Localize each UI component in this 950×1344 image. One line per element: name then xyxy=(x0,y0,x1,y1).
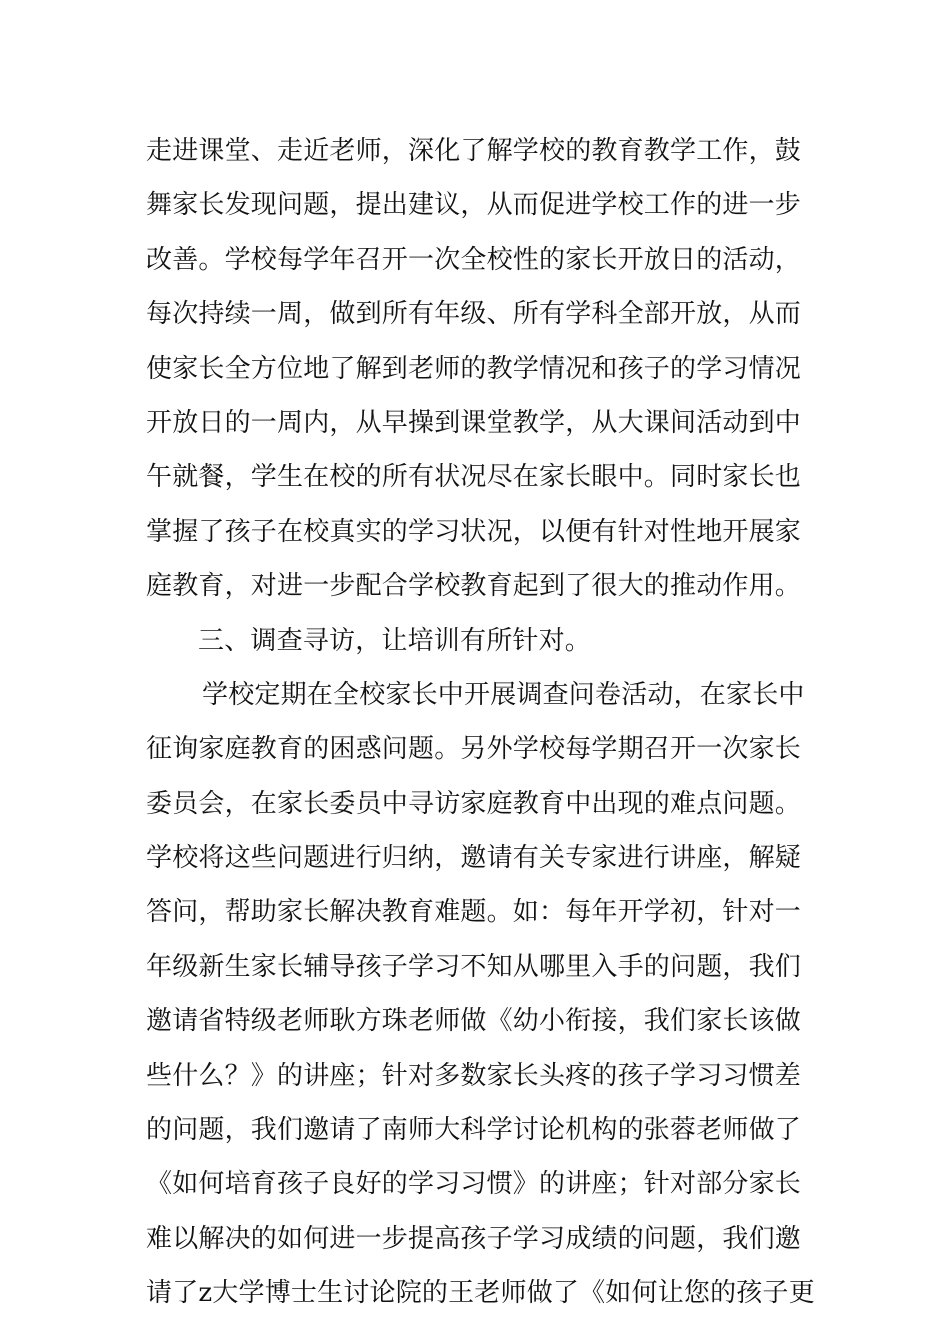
text-line: 改善。学校每学年召开一次全校性的家长开放日的活动， xyxy=(146,244,802,275)
text-line: 《如何培育孩子良好的学习习惯》的讲座；针对部分家长 xyxy=(146,1169,802,1200)
text-line: 难以解决的如何进一步提高孩子学习成绩的问题，我们邀 xyxy=(146,1223,802,1254)
paragraph-first-line: 学校定期在全校家长中开展调查问卷活动，在家长中 xyxy=(202,679,805,710)
text-line: 答问，帮助家长解决教育难题。如：每年开学初，针对一 xyxy=(146,897,802,928)
text-line: 午就餐，学生在校的所有状况尽在家长眼中。同时家长也 xyxy=(146,462,802,493)
text-line: 的问题，我们邀请了南师大科学讨论机构的张蓉老师做了 xyxy=(146,1115,802,1146)
text-line: 委员会，在家长委员中寻访家庭教育中出现的难点问题。 xyxy=(146,788,802,819)
document-body xyxy=(146,124,826,1321)
text-line: 走进课堂、走近老师，深化了解学校的教育教学工作，鼓 xyxy=(146,136,802,166)
section-heading: 三、调查寻访，让培训有所针对。 xyxy=(198,625,592,656)
text-line: 请了z大学博士生讨论院的王老师做了《如何让您的孩子更 xyxy=(146,1278,815,1309)
text-line: 舞家长发现问题，提出建议，从而促进学校工作的进一步 xyxy=(146,190,802,221)
text-line: 征询家庭教育的困惑问题。另外学校每学期召开一次家长 xyxy=(146,734,802,765)
text-line: 开放日的一周内，从早操到课堂教学，从大课间活动到中 xyxy=(146,407,802,438)
text-line: 使家长全方位地了解到老师的教学情况和孩子的学习情况 xyxy=(146,353,802,384)
text-line: 年级新生家长辅导孩子学习不知从哪里入手的问题，我们 xyxy=(146,951,802,982)
text-line: 庭教育，对进一步配合学校教育起到了很大的推动作用。 xyxy=(146,571,802,602)
text-line: 些什么？》的讲座；针对多数家长头疼的孩子学习习惯差 xyxy=(146,1060,802,1091)
text-line: 学校将这些问题进行归纳，邀请有关专家进行讲座，解疑 xyxy=(146,843,802,874)
text-line: 掌握了孩子在校真实的学习状况，以便有针对性地开展家 xyxy=(146,516,802,547)
text-line: 邀请省特级老师耿方珠老师做《幼小衔接，我们家长该做 xyxy=(146,1006,802,1037)
text-line: 每次持续一周，做到所有年级、所有学科全部开放，从而 xyxy=(146,299,802,330)
